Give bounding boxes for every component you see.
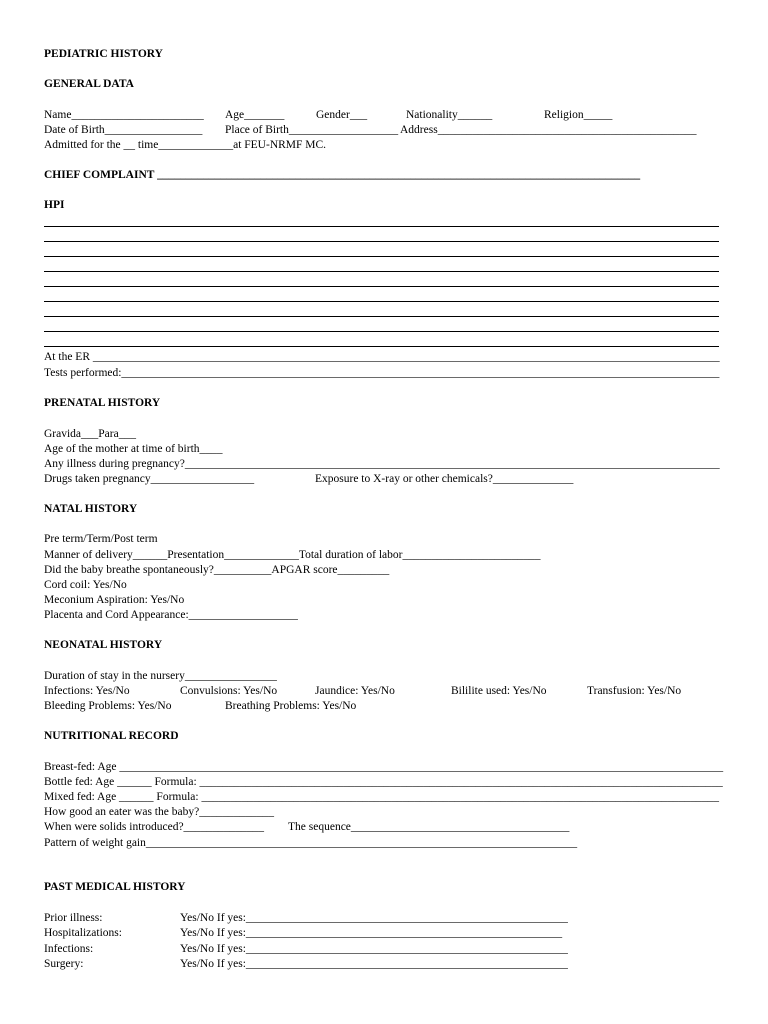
age-field[interactable]: Age_______ xyxy=(225,109,285,121)
pob-field[interactable]: Place of Birth___________________ xyxy=(225,124,399,136)
prenatal-heading: PRENATAL HISTORY xyxy=(44,397,161,409)
cord-coil-field[interactable]: Cord coil: Yes/No xyxy=(44,579,127,591)
meconium-field[interactable]: Meconium Aspiration: Yes/No xyxy=(44,594,185,606)
bleeding-field[interactable]: Bleeding Problems: Yes/No xyxy=(44,700,172,712)
nutrition-heading: NUTRITIONAL RECORD xyxy=(44,730,179,742)
weight-gain-field[interactable]: Pattern of weight gain___________________________________________________________________________ xyxy=(44,837,578,849)
hpi-line[interactable] xyxy=(44,286,719,287)
dob-field[interactable]: Date of Birth_________________ xyxy=(44,124,203,136)
prior-illness-label: Prior illness: xyxy=(44,912,103,924)
address-field[interactable]: Address_____________________________________________ xyxy=(400,124,697,136)
hospitalizations-label: Hospitalizations: xyxy=(44,927,122,939)
nursery-stay-field[interactable]: Duration of stay in the nursery________________ xyxy=(44,670,277,682)
drugs-taken-field[interactable]: Drugs taken pregnancy__________________ xyxy=(44,473,255,485)
at-er-field[interactable]: At the ER _____________________________________________________________________________________________________________ xyxy=(44,351,720,363)
transfusion-field[interactable]: Transfusion: Yes/No xyxy=(587,685,682,697)
past-medical-heading: PAST MEDICAL HISTORY xyxy=(44,881,186,893)
gravida-para-field[interactable]: Gravida___Para___ xyxy=(44,428,136,440)
good-eater-field[interactable]: How good an eater was the baby?_____________ xyxy=(44,806,274,818)
hpi-line[interactable] xyxy=(44,271,719,272)
name-field[interactable]: Name_______________________ xyxy=(44,109,204,121)
mother-age-field[interactable]: Age of the mother at time of birth____ xyxy=(44,443,223,455)
sequence-field[interactable]: The sequence______________________________________ xyxy=(288,821,570,833)
gender-field[interactable]: Gender___ xyxy=(316,109,368,121)
convulsions-field[interactable]: Convulsions: Yes/No xyxy=(180,685,278,697)
solids-field[interactable]: When were solids introduced?______________ xyxy=(44,821,265,833)
exposure-field[interactable]: Exposure to X-ray or other chemicals?______________ xyxy=(315,473,574,485)
chief-complaint-field[interactable]: CHIEF COMPLAINT ____________________________________________________________________________________ xyxy=(44,169,641,181)
general-data-heading: GENERAL DATA xyxy=(44,78,134,90)
term-field[interactable]: Pre term/Term/Post term xyxy=(44,533,158,545)
hpi-line[interactable] xyxy=(44,316,719,317)
hpi-line[interactable] xyxy=(44,301,719,302)
hospitalizations-field[interactable]: Yes/No If yes:_______________________________________________________ xyxy=(180,927,563,939)
placenta-field[interactable]: Placenta and Cord Appearance:___________________ xyxy=(44,609,298,621)
prior-illness-field[interactable]: Yes/No If yes:________________________________________________________ xyxy=(180,912,568,924)
hpi-line[interactable] xyxy=(44,331,719,332)
hpi-line[interactable] xyxy=(44,346,719,347)
neonatal-heading: NEONATAL HISTORY xyxy=(44,639,163,651)
infections-past-label: Infections: xyxy=(44,943,94,955)
breast-fed-field[interactable]: Breast-fed: Age _________________________________________________________________________________________________________ xyxy=(44,761,724,773)
breathe-apgar-field[interactable]: Did the baby breathe spontaneously?__________APGAR score_________ xyxy=(44,564,390,576)
infections-field[interactable]: Infections: Yes/No xyxy=(44,685,130,697)
tests-performed-field[interactable]: Tests performed:________________________________________________________________________________________________________ xyxy=(44,367,720,379)
illness-pregnancy-field[interactable]: Any illness during pregnancy?_____________________________________________________________________________________________ xyxy=(44,458,720,470)
bililite-field[interactable]: Bililite used: Yes/No xyxy=(451,685,547,697)
bottle-fed-field[interactable]: Bottle fed: Age ______ Formula: ___________________________________________________________________________________________ xyxy=(44,776,723,788)
hpi-line[interactable] xyxy=(44,226,719,227)
hpi-line[interactable] xyxy=(44,256,719,257)
page-title: PEDIATRIC HISTORY xyxy=(44,48,163,60)
breathing-field[interactable]: Breathing Problems: Yes/No xyxy=(225,700,357,712)
infections-past-field[interactable]: Yes/No If yes:________________________________________________________ xyxy=(180,943,568,955)
jaundice-field[interactable]: Jaundice: Yes/No xyxy=(315,685,395,697)
admitted-field[interactable]: Admitted for the __ time_____________at FEU-NRMF MC. xyxy=(44,139,327,151)
hpi-line[interactable] xyxy=(44,241,719,242)
surgery-field[interactable]: Yes/No If yes:________________________________________________________ xyxy=(180,958,568,970)
religion-field[interactable]: Religion_____ xyxy=(544,109,613,121)
mixed-fed-field[interactable]: Mixed fed: Age ______ Formula: __________________________________________________________________________________________ xyxy=(44,791,719,803)
delivery-field[interactable]: Manner of delivery______Presentation_____________Total duration of labor________________________ xyxy=(44,549,541,561)
surgery-label: Surgery: xyxy=(44,958,84,970)
natal-heading: NATAL HISTORY xyxy=(44,503,138,515)
nationality-field[interactable]: Nationality______ xyxy=(406,109,493,121)
hpi-heading: HPI xyxy=(44,199,65,211)
